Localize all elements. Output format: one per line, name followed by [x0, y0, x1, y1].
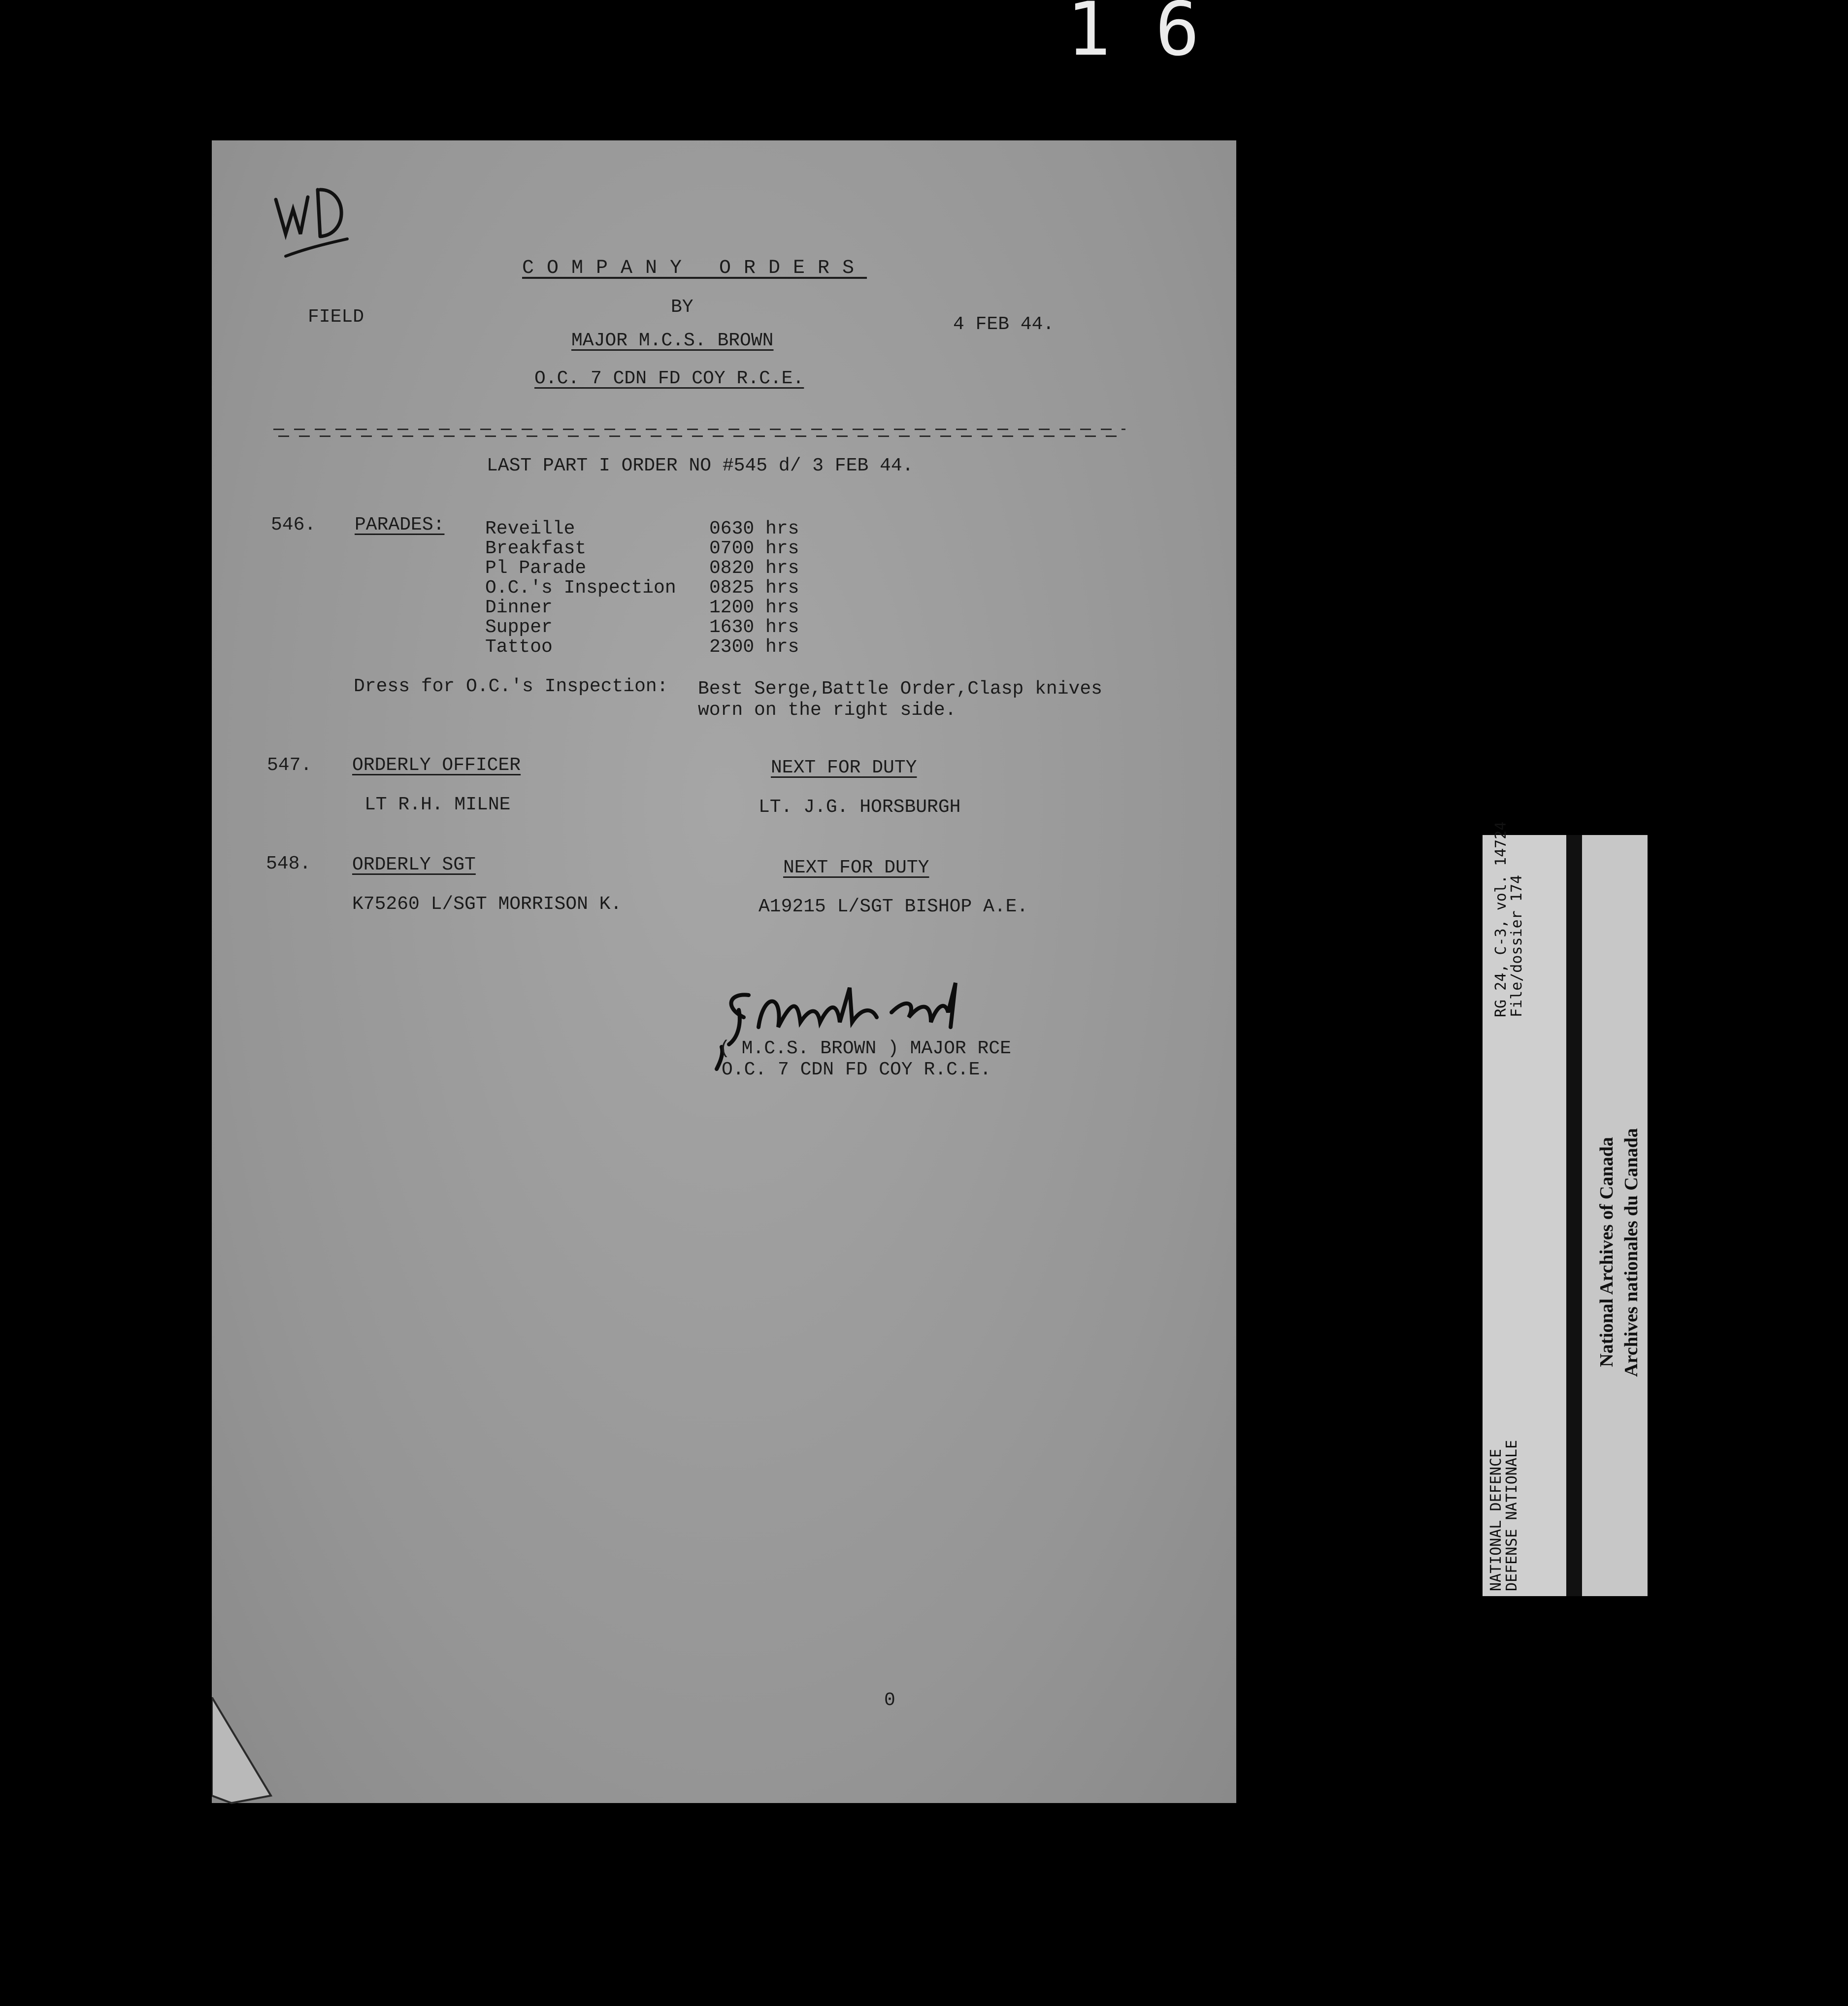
signature-name: ( M.C.S. BROWN ) MAJOR RCE — [719, 1038, 1011, 1059]
dress-label: Dress for O.C.'s Inspection: — [354, 676, 668, 697]
microfilm-frame-number: 16 — [1066, 0, 1244, 72]
item-number-547: 547. — [267, 755, 312, 776]
schedule-event: Reveille — [485, 518, 575, 539]
dress-text-line1: Best Serge,Battle Order,Clasp knives — [698, 678, 1102, 700]
schedule-time: 0630 hrs — [709, 518, 799, 539]
folded-corner — [212, 1697, 291, 1805]
next-sgt-name: A19215 L/SGT BISHOP A.E. — [759, 896, 1028, 917]
officer-name: MAJOR M.C.S. BROWN — [571, 330, 774, 351]
next-for-duty-heading: NEXT FOR DUTY — [771, 757, 917, 778]
dress-text-line2: worn on the right side. — [698, 700, 957, 721]
orderly-officer-name: LT R.H. MILNE — [364, 794, 511, 815]
schedule-time: 1630 hrs — [709, 617, 799, 638]
orderly-sgt-name: K75260 L/SGT MORRISON K. — [352, 894, 622, 915]
schedule-event: Tattoo — [485, 636, 553, 658]
dashed-separator — [273, 429, 1125, 439]
schedule-time: 1200 hrs — [709, 597, 799, 618]
archive-dept-line1: NATIONAL DEFENCE — [1487, 1449, 1505, 1591]
archive-label — [1483, 821, 1648, 1596]
archive-reference-line2: File/dossier 174 — [1508, 875, 1525, 1017]
schedule-event: Breakfast — [485, 538, 587, 559]
next-for-duty-heading: NEXT FOR DUTY — [783, 857, 929, 878]
schedule-event: Supper — [485, 617, 553, 638]
schedule-event: Dinner — [485, 597, 553, 618]
archive-reference-line1: RG 24, C-3, vol. 14724 — [1492, 821, 1510, 1017]
company-orders-page — [212, 140, 1236, 1803]
archive-dept-line2: DEFENSE NATIONALE — [1503, 1439, 1520, 1591]
parades-heading: PARADES: — [355, 514, 445, 535]
signature-unit: O.C. 7 CDN FD COY R.C.E. — [722, 1059, 991, 1080]
archives-name-en: National Archives of Canada — [1596, 1137, 1617, 1367]
next-officer-name: LT. J.G. HORSBURGH — [759, 797, 961, 818]
location-field: FIELD — [308, 306, 364, 328]
last-order-reference: LAST PART I ORDER NO #545 d/ 3 FEB 44. — [487, 455, 914, 476]
page-mark: 0 — [884, 1690, 895, 1711]
schedule-time: 0825 hrs — [709, 577, 799, 599]
label-strip — [1566, 835, 1582, 1596]
schedule-event: O.C.'s Inspection — [485, 577, 676, 599]
schedule-time: 2300 hrs — [709, 636, 799, 658]
document-date: 4 FEB 44. — [953, 314, 1055, 335]
unit-name: O.C. 7 CDN FD COY R.C.E. — [534, 368, 804, 389]
item-number-548: 548. — [266, 853, 311, 874]
archives-name-fr: Archives nationales du Canada — [1621, 1128, 1642, 1377]
schedule-time: 0700 hrs — [709, 538, 799, 559]
schedule-time: 0820 hrs — [709, 558, 799, 579]
handwritten-wd-mark — [266, 170, 364, 268]
orderly-sgt-heading: ORDERLY SGT — [352, 854, 476, 875]
item-number-546: 546. — [271, 514, 316, 535]
schedule-event: Pl Parade — [485, 558, 587, 579]
by-line: BY — [671, 297, 693, 318]
orderly-officer-heading: ORDERLY OFFICER — [352, 755, 521, 776]
document-title: COMPANY ORDERS — [522, 257, 867, 279]
